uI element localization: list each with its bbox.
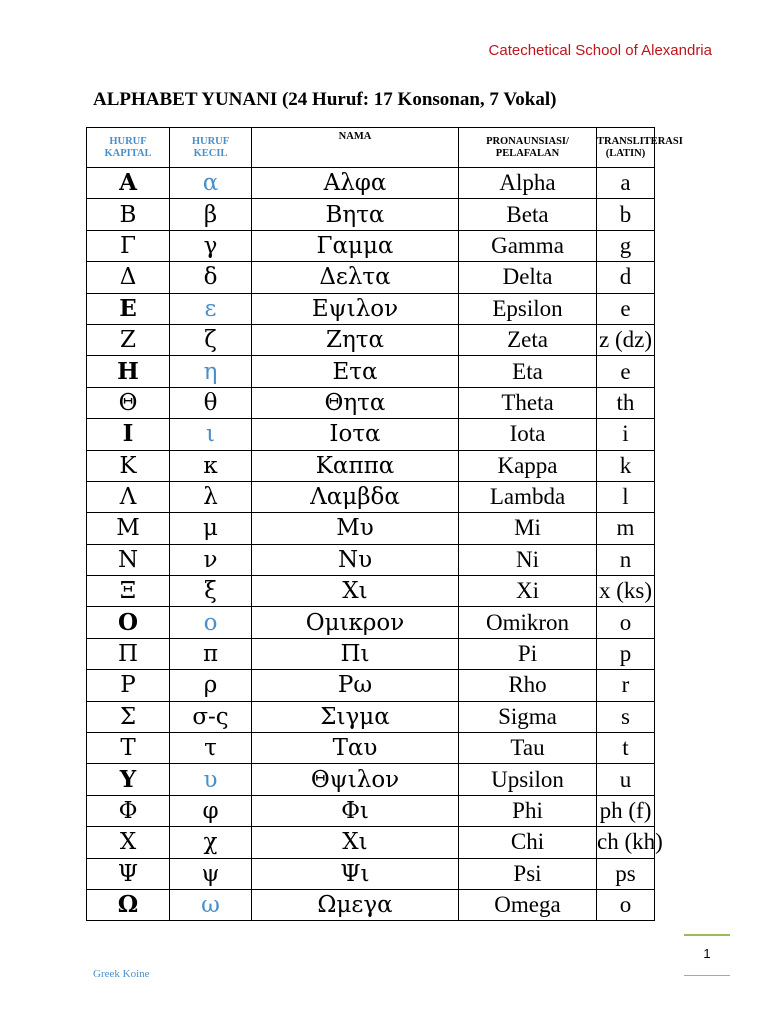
lowercase-letter-cell: ρ xyxy=(170,670,252,701)
lowercase-letter-cell: ν xyxy=(170,544,252,575)
pronunciation-cell: Theta xyxy=(459,387,597,418)
pronunciation-cell: Omikron xyxy=(459,607,597,638)
letter-name-cell: Γαμμα xyxy=(252,230,459,261)
pronunciation-cell: Delta xyxy=(459,262,597,293)
pronunciation-cell: Eta xyxy=(459,356,597,387)
capital-letter-cell: Ο xyxy=(87,607,170,638)
capital-letter-cell: Μ xyxy=(87,513,170,544)
table-row xyxy=(87,764,655,795)
transliteration-cell: e xyxy=(597,356,655,387)
letter-name-cell: Χι xyxy=(252,827,459,858)
transliteration-cell: e xyxy=(597,293,655,324)
table-header-row xyxy=(87,128,655,168)
letter-name-cell: Μυ xyxy=(252,513,459,544)
capital-letter-cell: Α xyxy=(87,168,170,199)
lowercase-letter-cell: ε xyxy=(170,293,252,324)
transliteration-cell: o xyxy=(597,889,655,920)
pronunciation-cell: Epsilon xyxy=(459,293,597,324)
lowercase-letter-cell: ψ xyxy=(170,858,252,889)
transliteration-cell: ch (kh) xyxy=(597,827,655,858)
transliteration-cell: t xyxy=(597,733,655,764)
capital-letter-cell: Η xyxy=(87,356,170,387)
column-header-name xyxy=(252,128,459,168)
lowercase-letter-cell: θ xyxy=(170,387,252,418)
lowercase-letter-cell: λ xyxy=(170,481,252,512)
column-header-line: HURUF xyxy=(109,135,147,147)
transliteration-cell: g xyxy=(597,230,655,261)
table-row xyxy=(87,733,655,764)
capital-letter-cell: Ρ xyxy=(87,670,170,701)
footer-label: Greek Koine xyxy=(93,968,150,980)
pronunciation-cell: Omega xyxy=(459,889,597,920)
letter-name-cell: Αλφα xyxy=(252,168,459,199)
lowercase-letter-cell: β xyxy=(170,199,252,230)
letter-name-cell: Πι xyxy=(252,638,459,669)
capital-letter-cell: Ω xyxy=(87,889,170,920)
table-row xyxy=(87,293,655,324)
lowercase-letter-cell: ο xyxy=(170,607,252,638)
capital-letter-cell: Ψ xyxy=(87,858,170,889)
capital-letter-cell: Σ xyxy=(87,701,170,732)
transliteration-cell: ps xyxy=(597,858,655,889)
pronunciation-cell: Chi xyxy=(459,827,597,858)
transliteration-cell: l xyxy=(597,481,655,512)
column-header-line: HURUF xyxy=(191,135,230,147)
table-row xyxy=(87,419,655,450)
capital-letter-cell: Κ xyxy=(87,450,170,481)
pronunciation-cell: Pi xyxy=(459,638,597,669)
letter-name-cell: Ρω xyxy=(252,670,459,701)
pronunciation-cell: Phi xyxy=(459,795,597,826)
table-body xyxy=(87,168,663,921)
lowercase-letter-cell: γ xyxy=(170,230,252,261)
table-row xyxy=(87,638,655,669)
letter-name-cell: Θητα xyxy=(252,387,459,418)
column-header-line: NAMA xyxy=(338,131,372,142)
lowercase-letter-cell: η xyxy=(170,356,252,387)
capital-letter-cell: Ζ xyxy=(87,324,170,355)
letter-name-cell: Ψι xyxy=(252,858,459,889)
letter-name-cell: Ζητα xyxy=(252,324,459,355)
transliteration-cell: b xyxy=(597,199,655,230)
table-row xyxy=(87,607,655,638)
pronunciation-cell: Ni xyxy=(459,544,597,575)
column-header-capital xyxy=(87,128,170,168)
pronunciation-cell: Zeta xyxy=(459,324,597,355)
lowercase-letter-cell: ω xyxy=(170,889,252,920)
capital-letter-cell: Θ xyxy=(87,387,170,418)
lowercase-letter-cell: μ xyxy=(170,513,252,544)
transliteration-cell: m xyxy=(597,513,655,544)
lowercase-letter-cell: ξ xyxy=(170,576,252,607)
letter-name-cell: Δελτα xyxy=(252,262,459,293)
letter-name-cell: Χι xyxy=(252,576,459,607)
table-row xyxy=(87,199,655,230)
transliteration-cell: o xyxy=(597,607,655,638)
transliteration-cell: u xyxy=(597,764,655,795)
pronunciation-cell: Lambda xyxy=(459,481,597,512)
pronunciation-cell: Tau xyxy=(459,733,597,764)
pronunciation-cell: Psi xyxy=(459,858,597,889)
capital-letter-cell: Γ xyxy=(87,230,170,261)
greek-alphabet-table xyxy=(86,127,683,921)
lowercase-letter-cell: ζ xyxy=(170,324,252,355)
capital-letter-cell: Ν xyxy=(87,544,170,575)
transliteration-cell: d xyxy=(597,262,655,293)
lowercase-letter-cell: χ xyxy=(170,827,252,858)
lowercase-letter-cell: υ xyxy=(170,764,252,795)
table-row xyxy=(87,168,655,199)
letter-name-cell: Σιγμα xyxy=(252,701,459,732)
lowercase-letter-cell: ι xyxy=(170,419,252,450)
table-row xyxy=(87,262,655,293)
table-row xyxy=(87,889,655,920)
lowercase-letter-cell: π xyxy=(170,638,252,669)
table-row xyxy=(87,576,655,607)
letter-name-cell: Βητα xyxy=(252,199,459,230)
letter-name-cell: Ετα xyxy=(252,356,459,387)
lowercase-letter-cell: δ xyxy=(170,262,252,293)
pronunciation-cell: Kappa xyxy=(459,450,597,481)
lowercase-letter-cell: τ xyxy=(170,733,252,764)
pronunciation-cell: Gamma xyxy=(459,230,597,261)
pronunciation-cell: Xi xyxy=(459,576,597,607)
letter-name-cell: Ιοτα xyxy=(252,419,459,450)
column-header-lowercase xyxy=(170,128,252,168)
letter-name-cell: Καππα xyxy=(252,450,459,481)
transliteration-cell: k xyxy=(597,450,655,481)
column-header-pronunciation xyxy=(459,128,597,168)
pronunciation-cell: Beta xyxy=(459,199,597,230)
page-number: 1 xyxy=(703,946,711,961)
table-row xyxy=(87,356,655,387)
capital-letter-cell: Φ xyxy=(87,795,170,826)
table-row xyxy=(87,450,655,481)
column-header-line: KAPITAL xyxy=(104,147,152,159)
transliteration-cell: ph (f) xyxy=(597,795,655,826)
transliteration-cell: x (ks) xyxy=(597,576,655,607)
transliteration-cell: a xyxy=(597,168,655,199)
capital-letter-cell: Ε xyxy=(87,293,170,324)
document-title: ALPHABET YUNANI (24 Huruf: 17 Konsonan, 7 Vokal) xyxy=(93,89,557,110)
column-header-transliteration xyxy=(597,128,683,168)
capital-letter-cell: Τ xyxy=(87,733,170,764)
table-row xyxy=(87,513,655,544)
column-header-line: PELAFALAN xyxy=(495,147,560,159)
capital-letter-cell: Β xyxy=(87,199,170,230)
letter-name-cell: Λαμβδα xyxy=(252,481,459,512)
letter-name-cell: Εψιλον xyxy=(252,293,459,324)
column-header-line: PRONAUNSIASI/ xyxy=(486,135,569,147)
header-school-name: Catechetical School of Alexandria xyxy=(488,42,712,59)
lowercase-letter-cell: σ-ς xyxy=(170,701,252,732)
letter-name-cell: Ωμεγα xyxy=(252,889,459,920)
page-number-rule-bottom xyxy=(684,975,730,976)
lowercase-letter-cell: α xyxy=(170,168,252,199)
transliteration-cell: p xyxy=(597,638,655,669)
table-row xyxy=(87,544,655,575)
capital-letter-cell: Ξ xyxy=(87,576,170,607)
table-row xyxy=(87,481,655,512)
capital-letter-cell: Π xyxy=(87,638,170,669)
column-header-line: KECIL xyxy=(193,147,228,159)
capital-letter-cell: Λ xyxy=(87,481,170,512)
lowercase-letter-cell: φ xyxy=(170,795,252,826)
table-row xyxy=(87,701,655,732)
column-header-line: (LATIN) xyxy=(605,147,646,159)
table-row xyxy=(87,858,655,889)
transliteration-cell: z (dz) xyxy=(597,324,655,355)
capital-letter-cell: Υ xyxy=(87,764,170,795)
transliteration-cell: th xyxy=(597,387,655,418)
lowercase-letter-cell: κ xyxy=(170,450,252,481)
letter-name-cell: Ταυ xyxy=(252,733,459,764)
table-row xyxy=(87,387,655,418)
letter-name-cell: Φι xyxy=(252,795,459,826)
table-row xyxy=(87,795,655,826)
page-number-rule-top xyxy=(684,934,730,936)
transliteration-cell: r xyxy=(597,670,655,701)
transliteration-cell: n xyxy=(597,544,655,575)
transliteration-cell: s xyxy=(597,701,655,732)
pronunciation-cell: Rho xyxy=(459,670,597,701)
table-row xyxy=(87,230,655,261)
pronunciation-cell: Mi xyxy=(459,513,597,544)
letter-name-cell: Θψιλον xyxy=(252,764,459,795)
pronunciation-cell: Iota xyxy=(459,419,597,450)
table-row xyxy=(87,324,655,355)
capital-letter-cell: Δ xyxy=(87,262,170,293)
pronunciation-cell: Sigma xyxy=(459,701,597,732)
letter-name-cell: Ομικρον xyxy=(252,607,459,638)
pronunciation-cell: Alpha xyxy=(459,168,597,199)
table-row xyxy=(87,827,655,858)
letter-name-cell: Νυ xyxy=(252,544,459,575)
column-header-line: TRANSLITERASI xyxy=(597,135,683,147)
capital-letter-cell: Χ xyxy=(87,827,170,858)
capital-letter-cell: Ι xyxy=(87,419,170,450)
pronunciation-cell: Upsilon xyxy=(459,764,597,795)
transliteration-cell: i xyxy=(597,419,655,450)
table-row xyxy=(87,670,655,701)
